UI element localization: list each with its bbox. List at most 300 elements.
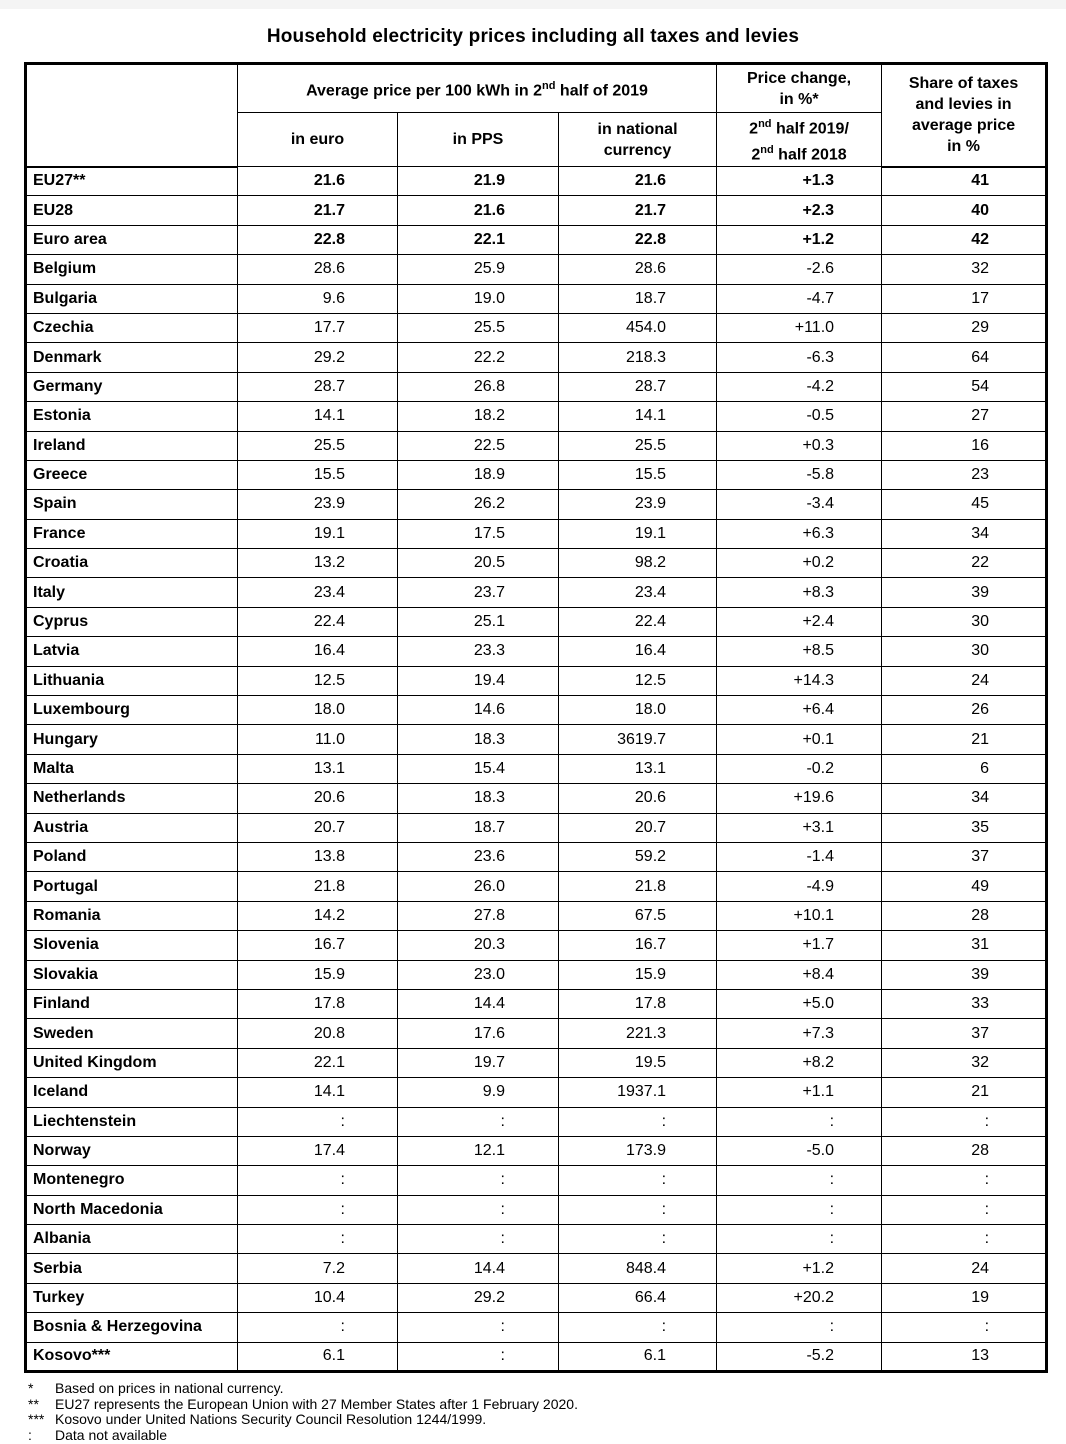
national-currency-value-cell: 3619.7 [559,725,717,754]
country-cell: Romania [26,901,238,930]
euro-value-cell: : [238,1107,398,1136]
table-header [26,64,1047,167]
table-row [26,960,1047,989]
national-currency-value-cell: 173.9 [559,1136,717,1165]
share-taxes-value-cell: 6 [882,754,1047,783]
share-taxes-value-cell: 21 [882,725,1047,754]
price-change-value-cell: +6.4 [717,696,882,725]
table-row [26,1195,1047,1224]
pps-value-cell: : [398,1313,559,1342]
table-row [26,402,1047,431]
table-row [26,872,1047,901]
pps-value-cell: 17.6 [398,1019,559,1048]
page-top-strip [0,0,1066,9]
table-row [26,519,1047,548]
footnote-text: Kosovo under United Nations Security Council Resolution 1244/1999. [55,1411,487,1428]
price-change-value-cell: -0.2 [717,754,882,783]
table-row [26,1283,1047,1312]
price-change-value-cell: +14.3 [717,666,882,695]
share-taxes-value-cell: 13 [882,1342,1047,1371]
table-row [26,255,1047,284]
share-taxes-value-cell: 34 [882,784,1047,813]
price-change-value-cell: -6.3 [717,343,882,372]
pps-value-cell: 29.2 [398,1283,559,1312]
table-row [26,813,1047,842]
footnote-symbol: * [28,1380,34,1396]
pps-value-cell: 14.6 [398,696,559,725]
price-change-value-cell: +8.2 [717,1048,882,1077]
footnote-text: Data not available [55,1427,168,1444]
pps-value-cell: 14.4 [398,989,559,1018]
pps-value-cell: 15.4 [398,754,559,783]
pps-value-cell: 14.4 [398,1254,559,1283]
price-change-value-cell: +3.1 [717,813,882,842]
country-cell: Sweden [26,1019,238,1048]
share-taxes-value-cell: : [882,1313,1047,1342]
euro-value-cell: : [238,1195,398,1224]
share-taxes-value-cell: 64 [882,343,1047,372]
price-change-value-cell: -5.2 [717,1342,882,1371]
table-row [26,431,1047,460]
pps-value-cell: 21.9 [398,167,559,196]
share-taxes-value-cell: : [882,1166,1047,1195]
country-cell: Denmark [26,343,238,372]
share-taxes-value-cell: : [882,1225,1047,1254]
price-change-value-cell: +1.7 [717,931,882,960]
country-cell: Ireland [26,431,238,460]
footnote-text: EU27 represents the European Union with 27 Member States after 1 February 2020. [55,1395,578,1412]
share-taxes-value-cell: 27 [882,402,1047,431]
table-row [26,607,1047,636]
table-row [26,754,1047,783]
euro-value-cell: 7.2 [238,1254,398,1283]
footnote-symbol: : [28,1427,32,1444]
country-cell: Slovenia [26,931,238,960]
euro-value-cell: 6.1 [238,1342,398,1371]
national-currency-value-cell: 20.6 [559,784,717,813]
national-currency-value-cell: 19.5 [559,1048,717,1077]
price-change-value-cell: : [717,1166,882,1195]
table-row [26,372,1047,401]
footnote-symbol: *** [28,1411,45,1428]
euro-value-cell: 15.5 [238,460,398,489]
table-row [26,931,1047,960]
header-price-change: Price change, in %* [717,64,882,113]
pps-value-cell: 18.3 [398,784,559,813]
national-currency-value-cell: 16.4 [559,637,717,666]
price-change-value-cell: : [717,1195,882,1224]
share-taxes-value-cell: : [882,1195,1047,1224]
pps-value-cell: 18.7 [398,813,559,842]
footnote-line [28,1381,1038,1397]
euro-value-cell: 16.4 [238,637,398,666]
country-cell: Lithuania [26,666,238,695]
country-cell: Portugal [26,872,238,901]
national-currency-value-cell: 66.4 [559,1283,717,1312]
euro-value-cell: 23.4 [238,578,398,607]
pps-value-cell: 22.5 [398,431,559,460]
price-change-value-cell: +20.2 [717,1283,882,1312]
national-currency-value-cell: 22.4 [559,607,717,636]
national-currency-value-cell: 1937.1 [559,1078,717,1107]
euro-value-cell: 13.2 [238,549,398,578]
table-row [26,842,1047,871]
table-row [26,1107,1047,1136]
table-row [26,1342,1047,1371]
country-cell: Liechtenstein [26,1107,238,1136]
euro-value-cell: 22.8 [238,225,398,254]
header-half-comparison: 2nd half 2019/ 2nd half 2018 [717,113,882,167]
national-currency-value-cell: 16.7 [559,931,717,960]
country-cell: Kosovo*** [26,1342,238,1371]
national-currency-value-cell: 221.3 [559,1019,717,1048]
national-currency-value-cell: : [559,1166,717,1195]
pps-value-cell: : [398,1342,559,1371]
share-taxes-value-cell: 17 [882,284,1047,313]
euro-value-cell: 16.7 [238,931,398,960]
country-cell: Spain [26,490,238,519]
header-in-euro: in euro [238,113,398,167]
euro-value-cell: 28.6 [238,255,398,284]
country-cell: Austria [26,813,238,842]
euro-value-cell: 15.9 [238,960,398,989]
pps-value-cell: 18.2 [398,402,559,431]
pps-value-cell: 22.1 [398,225,559,254]
share-taxes-value-cell: 40 [882,196,1047,225]
country-cell: Iceland [26,1078,238,1107]
national-currency-value-cell: 28.7 [559,372,717,401]
euro-value-cell: : [238,1225,398,1254]
header-average-price: Average price per 100 kWh in 2nd half of 2019 [238,64,717,113]
euro-value-cell: 20.7 [238,813,398,842]
share-taxes-value-cell: 30 [882,607,1047,636]
euro-value-cell: 14.1 [238,1078,398,1107]
euro-value-cell: 21.8 [238,872,398,901]
footnote-line [28,1412,1038,1428]
national-currency-value-cell: 6.1 [559,1342,717,1371]
pps-value-cell: 9.9 [398,1078,559,1107]
pps-value-cell: 23.7 [398,578,559,607]
price-change-value-cell: +8.5 [717,637,882,666]
national-currency-value-cell: 218.3 [559,343,717,372]
table-row [26,1048,1047,1077]
header-in-national-currency: in national currency [559,113,717,167]
euro-value-cell: 17.8 [238,989,398,1018]
price-change-value-cell: +5.0 [717,989,882,1018]
price-change-value-cell: -5.8 [717,460,882,489]
national-currency-value-cell: 28.6 [559,255,717,284]
price-change-value-cell: : [717,1107,882,1136]
pps-value-cell: : [398,1225,559,1254]
share-taxes-value-cell: 23 [882,460,1047,489]
page-title: Household electricity prices including all taxes and levies [266,26,800,47]
share-taxes-value-cell: 39 [882,960,1047,989]
price-change-value-cell: -3.4 [717,490,882,519]
footnote-symbol: ** [28,1395,39,1412]
country-cell: EU28 [26,196,238,225]
share-taxes-value-cell: 28 [882,901,1047,930]
table-row [26,284,1047,313]
price-change-value-cell: +8.4 [717,960,882,989]
country-cell: Czechia [26,313,238,342]
table-row [26,901,1047,930]
price-change-value-cell: -4.2 [717,372,882,401]
share-taxes-value-cell: 34 [882,519,1047,548]
national-currency-value-cell: 14.1 [559,402,717,431]
euro-value-cell: 20.6 [238,784,398,813]
country-cell: Italy [26,578,238,607]
pps-value-cell: 21.6 [398,196,559,225]
national-currency-value-cell: 17.8 [559,989,717,1018]
table-row [26,696,1047,725]
share-taxes-value-cell: 31 [882,931,1047,960]
pps-value-cell: 20.3 [398,931,559,960]
national-currency-value-cell: 18.0 [559,696,717,725]
national-currency-value-cell: 22.8 [559,225,717,254]
country-cell: Serbia [26,1254,238,1283]
share-taxes-value-cell: 54 [882,372,1047,401]
country-cell: EU27** [26,167,238,196]
price-change-value-cell: +1.2 [717,225,882,254]
national-currency-value-cell: 848.4 [559,1254,717,1283]
euro-value-cell: 12.5 [238,666,398,695]
country-cell: Albania [26,1225,238,1254]
pps-value-cell: 12.1 [398,1136,559,1165]
price-change-value-cell: +10.1 [717,901,882,930]
pps-value-cell: 17.5 [398,519,559,548]
share-taxes-value-cell: 24 [882,666,1047,695]
euro-value-cell: 9.6 [238,284,398,313]
share-taxes-value-cell: 33 [882,989,1047,1018]
price-change-value-cell: +1.2 [717,1254,882,1283]
price-change-value-cell: +0.2 [717,549,882,578]
pps-value-cell: 26.8 [398,372,559,401]
table-row [26,549,1047,578]
national-currency-value-cell: 15.5 [559,460,717,489]
national-currency-value-cell: 12.5 [559,666,717,695]
share-taxes-value-cell: 28 [882,1136,1047,1165]
pps-value-cell: : [398,1195,559,1224]
price-change-value-cell: +7.3 [717,1019,882,1048]
country-cell: Turkey [26,1283,238,1312]
euro-value-cell: 14.2 [238,901,398,930]
country-cell: North Macedonia [26,1195,238,1224]
price-change-value-cell: +0.1 [717,725,882,754]
share-taxes-value-cell: 24 [882,1254,1047,1283]
price-change-value-cell: +19.6 [717,784,882,813]
table-row [26,1313,1047,1342]
table-body [26,167,1047,1372]
table-row [26,490,1047,519]
pps-value-cell: 18.9 [398,460,559,489]
national-currency-value-cell: 21.6 [559,167,717,196]
price-change-value-cell: -2.6 [717,255,882,284]
euro-value-cell: : [238,1313,398,1342]
national-currency-value-cell: : [559,1313,717,1342]
national-currency-value-cell: 25.5 [559,431,717,460]
footnote-line [28,1428,1038,1444]
euro-value-cell: 29.2 [238,343,398,372]
price-change-value-cell: -5.0 [717,1136,882,1165]
pps-value-cell: 27.8 [398,901,559,930]
national-currency-value-cell: 59.2 [559,842,717,871]
pps-value-cell: 20.5 [398,549,559,578]
euro-value-cell: 21.7 [238,196,398,225]
euro-value-cell: 13.8 [238,842,398,871]
euro-value-cell: 23.9 [238,490,398,519]
price-change-value-cell: +11.0 [717,313,882,342]
pps-value-cell: 25.9 [398,255,559,284]
share-taxes-value-cell: 37 [882,1019,1047,1048]
euro-value-cell: 18.0 [238,696,398,725]
price-change-value-cell: +1.1 [717,1078,882,1107]
country-cell: Belgium [26,255,238,284]
pps-value-cell: 26.2 [398,490,559,519]
pps-value-cell: 19.0 [398,284,559,313]
country-cell: Greece [26,460,238,489]
price-change-value-cell: +1.3 [717,167,882,196]
table-row [26,1166,1047,1195]
euro-value-cell: 19.1 [238,519,398,548]
national-currency-value-cell: 21.7 [559,196,717,225]
pps-value-cell: 26.0 [398,872,559,901]
national-currency-value-cell: 15.9 [559,960,717,989]
footnotes [28,1381,1038,1444]
table-row [26,725,1047,754]
euro-value-cell: 22.4 [238,607,398,636]
share-taxes-value-cell: 22 [882,549,1047,578]
pps-value-cell: 25.1 [398,607,559,636]
national-currency-value-cell: 19.1 [559,519,717,548]
national-currency-value-cell: 67.5 [559,901,717,930]
pps-value-cell: 19.7 [398,1048,559,1077]
table-row [26,784,1047,813]
price-change-value-cell: : [717,1225,882,1254]
country-cell: Cyprus [26,607,238,636]
share-taxes-value-cell: 32 [882,255,1047,284]
euro-value-cell: 25.5 [238,431,398,460]
table-row [26,666,1047,695]
national-currency-value-cell: 21.8 [559,872,717,901]
table-row [26,225,1047,254]
price-change-value-cell: +2.3 [717,196,882,225]
price-change-value-cell: +0.3 [717,431,882,460]
table-row [26,196,1047,225]
price-change-value-cell: +8.3 [717,578,882,607]
share-taxes-value-cell: 32 [882,1048,1047,1077]
share-taxes-value-cell: 39 [882,578,1047,607]
table-row [26,313,1047,342]
euro-value-cell: 17.4 [238,1136,398,1165]
country-cell: Bulgaria [26,284,238,313]
euro-value-cell: 14.1 [238,402,398,431]
country-cell: Estonia [26,402,238,431]
euro-value-cell: 10.4 [238,1283,398,1312]
table-row [26,989,1047,1018]
country-cell: Croatia [26,549,238,578]
share-taxes-value-cell: 37 [882,842,1047,871]
price-change-value-cell: -0.5 [717,402,882,431]
country-cell: France [26,519,238,548]
pps-value-cell: : [398,1166,559,1195]
price-change-value-cell: -4.9 [717,872,882,901]
electricity-price-table [24,62,1048,1373]
table-row [26,343,1047,372]
country-cell: Luxembourg [26,696,238,725]
national-currency-value-cell: : [559,1107,717,1136]
table-row [26,578,1047,607]
price-change-value-cell: : [717,1313,882,1342]
share-taxes-value-cell: 49 [882,872,1047,901]
national-currency-value-cell: 454.0 [559,313,717,342]
national-currency-value-cell: 13.1 [559,754,717,783]
national-currency-value-cell: 23.4 [559,578,717,607]
footnote-text: Based on prices in national currency. [55,1380,284,1396]
share-taxes-value-cell: : [882,1107,1047,1136]
price-change-value-cell: +6.3 [717,519,882,548]
country-cell: Bosnia & Herzegovina [26,1313,238,1342]
country-cell: Finland [26,989,238,1018]
share-taxes-value-cell: 30 [882,637,1047,666]
header-corner-cell [26,64,238,167]
euro-value-cell: 13.1 [238,754,398,783]
share-taxes-value-cell: 21 [882,1078,1047,1107]
pps-value-cell: 19.4 [398,666,559,695]
pps-value-cell: 23.3 [398,637,559,666]
country-cell: Germany [26,372,238,401]
euro-value-cell: : [238,1166,398,1195]
national-currency-value-cell: 18.7 [559,284,717,313]
euro-value-cell: 22.1 [238,1048,398,1077]
share-taxes-value-cell: 45 [882,490,1047,519]
table-row [26,460,1047,489]
table-row [26,167,1047,196]
table-row [26,1225,1047,1254]
country-cell: Hungary [26,725,238,754]
table-row [26,1078,1047,1107]
table-row [26,1019,1047,1048]
share-taxes-value-cell: 42 [882,225,1047,254]
national-currency-value-cell: 23.9 [559,490,717,519]
share-taxes-value-cell: 35 [882,813,1047,842]
country-cell: Malta [26,754,238,783]
country-cell: Slovakia [26,960,238,989]
pps-value-cell: 23.6 [398,842,559,871]
footnote-line [28,1397,1038,1413]
euro-value-cell: 21.6 [238,167,398,196]
euro-value-cell: 17.7 [238,313,398,342]
table-row [26,1254,1047,1283]
pps-value-cell: 18.3 [398,725,559,754]
share-taxes-value-cell: 41 [882,167,1047,196]
country-cell: United Kingdom [26,1048,238,1077]
pps-value-cell: 23.0 [398,960,559,989]
table-row [26,1136,1047,1165]
pps-value-cell: 22.2 [398,343,559,372]
country-cell: Norway [26,1136,238,1165]
table-row [26,637,1047,666]
price-change-value-cell: -4.7 [717,284,882,313]
pps-value-cell: : [398,1107,559,1136]
euro-value-cell: 11.0 [238,725,398,754]
share-taxes-value-cell: 16 [882,431,1047,460]
national-currency-value-cell: 20.7 [559,813,717,842]
country-cell: Netherlands [26,784,238,813]
national-currency-value-cell: 98.2 [559,549,717,578]
national-currency-value-cell: : [559,1225,717,1254]
share-taxes-value-cell: 19 [882,1283,1047,1312]
country-cell: Latvia [26,637,238,666]
